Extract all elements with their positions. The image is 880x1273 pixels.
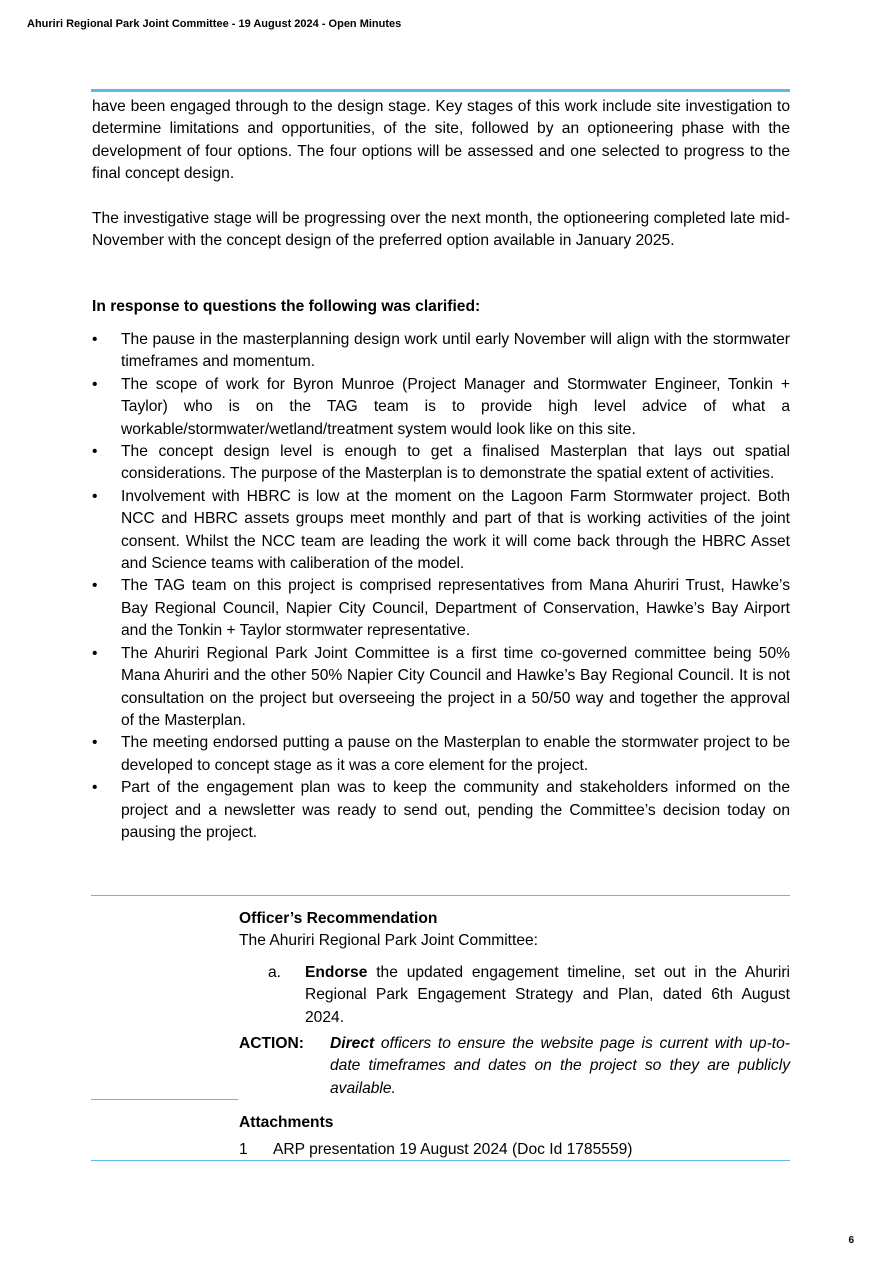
bullet-glyph: •: [92, 577, 98, 595]
recommendation-divider: [91, 895, 790, 896]
paragraph-investigative-stage: The investigative stage will be progressing over the next month, the optioneering completed late mid-November with the concept design of the preferred option available in January 2025.: [92, 210, 790, 250]
list-item: [92, 777, 790, 844]
recommendation-title: Officer’s Recommendation: [239, 910, 438, 927]
list-item-text: The pause in the masterplanning design work until early November will align with the stormwater timeframes and momentum.: [121, 331, 790, 371]
running-header-title: Ahuriri Regional Park Joint Committee - 19 August 2024 - Open Minutes: [27, 18, 402, 30]
clarified-heading: In response to questions the following was clarified:: [92, 298, 481, 315]
page-number: 6: [848, 1235, 854, 1246]
list-item-text: Part of the engagement plan was to keep the community and stakeholders informed on the project and a newsletter was ready to send out, pending the Committee’s decision today on pausing the project.: [121, 779, 790, 841]
recommendation-item: [239, 962, 790, 1029]
bullet-glyph: •: [92, 443, 98, 461]
list-item-text: The TAG team on this project is comprised representatives from Mana Ahuriri Trust, Hawke’s Bay Regional Council, Napier City Council, Department of Conservation, Hawke’s Bay Airport and the Tonkin + Taylor stormwater representative.: [121, 577, 790, 640]
bullet-glyph: •: [92, 644, 98, 662]
list-item-text: The meeting endorsed putting a pause on the Masterplan to enable the stormwater project to be developed to concept stage as it was a core element for the project.: [121, 734, 790, 774]
bullet-glyph: •: [92, 331, 98, 348]
attachments-divider: [91, 1099, 238, 1100]
action-label: ACTION:: [239, 1035, 304, 1053]
attachments-section: [239, 1112, 790, 1162]
top-divider: [91, 89, 790, 92]
list-item-text: The Ahuriri Regional Park Joint Committee is a first time co-governed committee being 50% Mana Ahuriri and the other 50% Napier City Council and Hawke’s Bay Regional Council. It is not consultation on the project but overseeing the project in a 50/50 way and together the approval of the Masterplan.: [121, 644, 790, 729]
list-item: [92, 732, 790, 777]
officers-recommendation: [239, 908, 790, 1100]
attachment-text: ARP presentation 19 August 2024 (Doc Id 1785559): [273, 1141, 633, 1159]
recommendation-intro: The Ahuriri Regional Park Joint Committee:: [239, 932, 539, 950]
attachments-title: Attachments: [239, 1114, 334, 1131]
recommendation-item-verb: Endorse: [305, 963, 368, 981]
action-verb: Direct: [330, 1035, 375, 1053]
clarified-list: [92, 329, 790, 844]
list-item: [92, 329, 790, 374]
action-text: officers to ensure the website page is current with up-to-date timeframes and dates on the project so they are publicly available.: [330, 1035, 790, 1097]
list-item-text: The concept design level is enough to get a finalised Masterplan that lays out spatial considerations. The purpose of the Masterplan is to demonstrate the spatial extent of activities.: [121, 443, 790, 483]
recommendation-item-letter: a.: [268, 963, 282, 981]
attachment-row: [239, 1139, 790, 1161]
recommendation-item-text: the updated engagement timeline, set out in the Ahuriri Regional Park Engagement Strategy and Plan, dated 6th August 2024.: [305, 963, 790, 1026]
bullet-glyph: •: [92, 779, 98, 797]
list-item: [92, 374, 790, 441]
bullet-glyph: •: [92, 375, 98, 393]
list-item-text: Involvement with HBRC is low at the moment on the Lagoon Farm Stormwater project. Both NCC and HBRC assets groups meet monthly and part of that is working activities of the joint consent. Whilst the NCC team are leading the work it will come back through the HBRC Asset and Science teams with caliberation of the model.: [121, 487, 790, 573]
bottom-divider: [91, 1160, 790, 1161]
list-item: [92, 575, 790, 642]
list-item-text: The scope of work for Byron Munroe (Project Manager and Stormwater Engineer, Tonkin + Taylor) who is on the TAG team is to provide high level advice of what a workable/stormwater/wetland/treatment system would look like on this site.: [121, 375, 790, 438]
list-item: [92, 643, 790, 733]
list-item: [92, 486, 790, 576]
list-item: [92, 441, 790, 486]
action-item: [239, 1033, 790, 1100]
bullet-glyph: •: [92, 734, 98, 752]
bullet-glyph: •: [92, 487, 98, 505]
attachment-number: 1: [239, 1141, 248, 1159]
paragraph-design-stage: have been engaged through to the design stage. Key stages of this work include site investigation to determine limitations and opportunities, of the site, followed by an optioneering phase with the development of four options. The four options will be assessed and one selected to progress to the final concept design.: [92, 98, 790, 183]
